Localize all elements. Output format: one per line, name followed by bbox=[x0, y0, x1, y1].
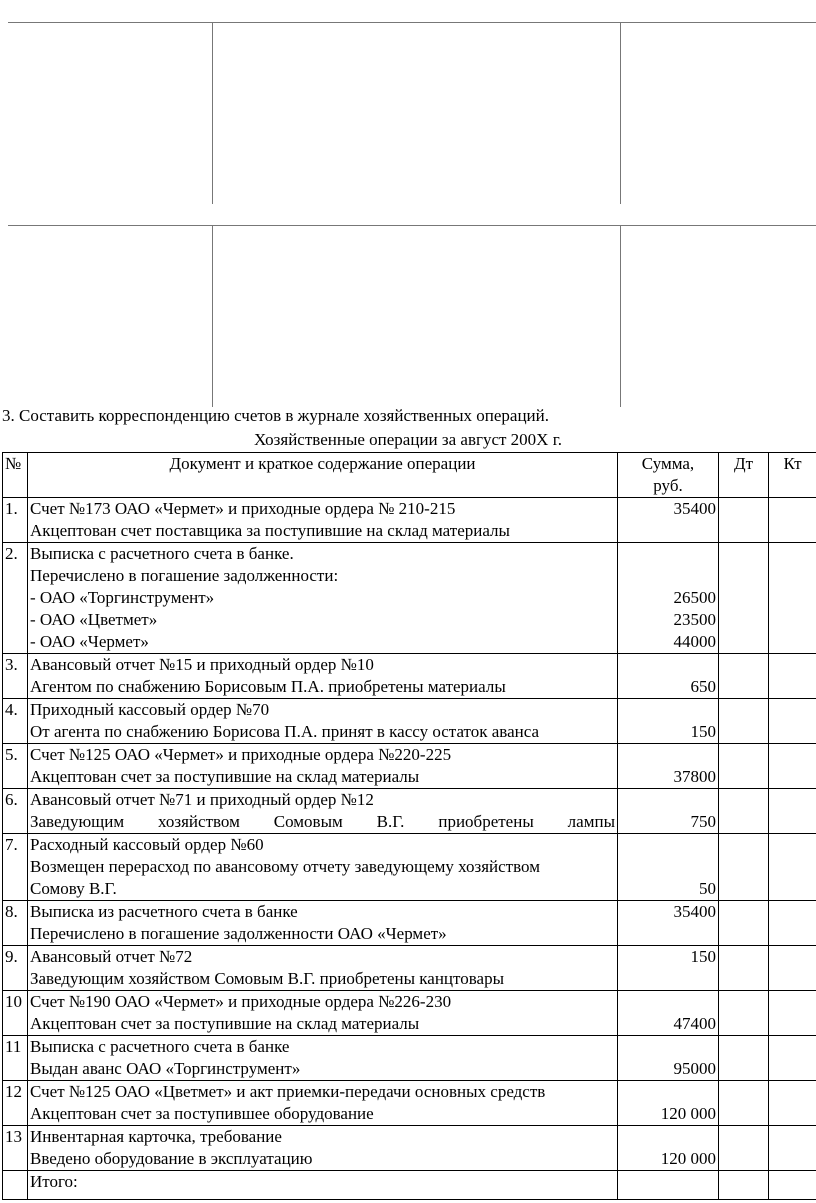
row-amount bbox=[618, 991, 719, 1036]
row-credit-account[interactable] bbox=[769, 834, 816, 901]
row-document bbox=[28, 1081, 618, 1126]
row-document-line: Заведующим хозяйством Сомовым В.Г. приобретены канцтовары bbox=[30, 969, 504, 988]
header-document: Документ и краткое содержание операции bbox=[28, 453, 618, 498]
row-credit-account[interactable] bbox=[769, 901, 816, 946]
row-amount-value bbox=[620, 744, 716, 766]
row-document bbox=[28, 498, 618, 543]
row-amount-value: 95000 bbox=[673, 1059, 716, 1078]
task-heading: 3. Составить корреспонденцию счетов в журнале хозяйственных операций. bbox=[2, 406, 549, 425]
row-document bbox=[28, 901, 618, 946]
row-credit-account[interactable] bbox=[769, 946, 816, 991]
row-document-line: Выдан аванс ОАО «Торгинструмент» bbox=[30, 1059, 301, 1078]
row-debit-account[interactable] bbox=[719, 498, 769, 543]
t-account-top-line-2 bbox=[8, 225, 816, 226]
row-credit-account[interactable] bbox=[769, 498, 816, 543]
row-number: 2. bbox=[3, 543, 28, 654]
table-row bbox=[3, 543, 816, 654]
row-amount-value: 650 bbox=[690, 677, 716, 696]
row-document-line: Счет №125 ОАО «Чермет» и приходные ордера №220-225 bbox=[30, 745, 452, 764]
row-document-line: Агентом по снабжению Борисовым П.А. приобретены материалы bbox=[30, 677, 506, 696]
row-number: 4. bbox=[3, 699, 28, 744]
row-document-line: Перечислено в погашение задолженности: bbox=[30, 566, 339, 585]
row-document-line: Счет №125 ОАО «Цветмет» и акт приемки-передачи основных средств bbox=[30, 1082, 546, 1101]
row-number: 13 bbox=[3, 1126, 28, 1171]
row-number: 5. bbox=[3, 744, 28, 789]
row-number: 3. bbox=[3, 654, 28, 699]
row-amount bbox=[618, 901, 719, 946]
table-row bbox=[3, 744, 816, 789]
row-number: 6. bbox=[3, 789, 28, 834]
row-credit-account[interactable] bbox=[769, 744, 816, 789]
row-amount-value: 23500 bbox=[673, 610, 716, 629]
row-document-line: - ОАО «Чермет» bbox=[30, 632, 149, 651]
row-amount-value bbox=[620, 1081, 716, 1103]
table-row bbox=[3, 901, 816, 946]
total-row bbox=[3, 1171, 816, 1200]
row-amount-value bbox=[620, 699, 716, 721]
row-credit-account[interactable] bbox=[769, 543, 816, 654]
table-row bbox=[3, 946, 816, 991]
row-credit-account[interactable] bbox=[769, 654, 816, 699]
row-document bbox=[28, 654, 618, 699]
row-debit-account[interactable] bbox=[719, 1126, 769, 1171]
header-debit: Дт bbox=[719, 453, 769, 498]
row-amount-value: 37800 bbox=[673, 767, 716, 786]
table-row bbox=[3, 1126, 816, 1171]
row-amount-value bbox=[620, 543, 716, 565]
row-document-line: Акцептован счет за поступившие на склад материалы bbox=[30, 1014, 420, 1033]
row-debit-account[interactable] bbox=[719, 901, 769, 946]
t-account-divider-2a bbox=[212, 225, 213, 407]
row-amount bbox=[618, 834, 719, 901]
header-credit: Кт bbox=[769, 453, 816, 498]
table-row bbox=[3, 498, 816, 543]
row-document-line: Перечислено в погашение задолженности ОАО «Чермет» bbox=[30, 924, 447, 943]
row-document bbox=[28, 834, 618, 901]
table-title: Хозяйственные операции за август 200Х г. bbox=[253, 430, 563, 449]
row-number: 11 bbox=[3, 1036, 28, 1081]
row-amount-value: 150 bbox=[690, 947, 716, 966]
row-amount-value: 35400 bbox=[673, 902, 716, 921]
t-account-top-line-1 bbox=[8, 22, 816, 23]
t-account-divider-1a bbox=[212, 22, 213, 204]
row-document-line: Выписка из расчетного счета в банке bbox=[30, 902, 298, 921]
row-amount-value bbox=[620, 834, 716, 856]
table-row bbox=[3, 699, 816, 744]
row-document-line: Введено оборудование в эксплуатацию bbox=[30, 1149, 313, 1168]
row-amount bbox=[618, 498, 719, 543]
table-row bbox=[3, 1081, 816, 1126]
row-document-line: Акцептован счет поставщика за поступившие на склад материалы bbox=[30, 521, 510, 540]
row-amount-value bbox=[620, 1126, 716, 1148]
row-amount bbox=[618, 1081, 719, 1126]
row-document bbox=[28, 1036, 618, 1081]
row-debit-account[interactable] bbox=[719, 991, 769, 1036]
row-amount-value bbox=[620, 520, 716, 542]
total-debit[interactable] bbox=[719, 1171, 769, 1200]
row-debit-account[interactable] bbox=[719, 789, 769, 834]
row-amount-value: 150 bbox=[690, 722, 716, 741]
row-amount bbox=[618, 1036, 719, 1081]
row-document-line: Возмещен перерасход по авансовому отчету заведующему хозяйством bbox=[30, 857, 540, 876]
row-amount-value: 50 bbox=[699, 879, 716, 898]
total-label: Итого: bbox=[28, 1171, 618, 1200]
row-amount bbox=[618, 543, 719, 654]
row-document-line: Инвентарная карточка, требование bbox=[30, 1127, 282, 1146]
row-debit-account[interactable] bbox=[719, 543, 769, 654]
row-amount-value: 35400 bbox=[673, 499, 716, 518]
total-credit[interactable] bbox=[769, 1171, 816, 1200]
row-amount-value bbox=[620, 856, 716, 878]
table-row bbox=[3, 1036, 816, 1081]
row-document-line: От агента по снабжению Борисова П.А. принят в кассу остаток аванса bbox=[30, 722, 540, 741]
header-number: № bbox=[3, 453, 28, 498]
table-header-row bbox=[3, 453, 816, 498]
header-amount bbox=[618, 453, 719, 498]
row-amount-value bbox=[620, 565, 716, 587]
row-document bbox=[28, 946, 618, 991]
row-document-line: - ОАО «Цветмет» bbox=[30, 610, 158, 629]
total-amount bbox=[618, 1171, 719, 1200]
row-number: 8. bbox=[3, 901, 28, 946]
t-account-divider-1b bbox=[620, 22, 621, 204]
table-row bbox=[3, 654, 816, 699]
row-document-line: Акцептован счет за поступившие на склад материалы bbox=[30, 767, 420, 786]
row-credit-account[interactable] bbox=[769, 789, 816, 834]
total-number-cell bbox=[3, 1171, 28, 1200]
row-amount bbox=[618, 744, 719, 789]
row-debit-account[interactable] bbox=[719, 946, 769, 991]
t-account-divider-2b bbox=[620, 225, 621, 407]
table-row bbox=[3, 789, 816, 834]
row-document bbox=[28, 744, 618, 789]
row-amount-value bbox=[620, 923, 716, 945]
row-amount bbox=[618, 1126, 719, 1171]
row-document-line: Приходный кассовый ордер №70 bbox=[30, 700, 270, 719]
row-document-line: Авансовый отчет №71 и приходный ордер №12 bbox=[30, 790, 374, 809]
row-amount-value bbox=[620, 968, 716, 990]
row-number: 12 bbox=[3, 1081, 28, 1126]
row-number: 1. bbox=[3, 498, 28, 543]
row-document-line: Акцептован счет за поступившее оборудование bbox=[30, 1104, 374, 1123]
row-amount-value bbox=[620, 789, 716, 811]
row-amount-value: 750 bbox=[690, 812, 716, 831]
row-amount bbox=[618, 699, 719, 744]
row-amount-value: 26500 bbox=[673, 588, 716, 607]
header-amount-unit: руб. bbox=[653, 476, 683, 495]
operations-journal-table bbox=[2, 452, 816, 1200]
row-number: 10 bbox=[3, 991, 28, 1036]
row-credit-account[interactable] bbox=[769, 1126, 816, 1171]
row-amount bbox=[618, 946, 719, 991]
row-debit-account[interactable] bbox=[719, 699, 769, 744]
row-amount bbox=[618, 789, 719, 834]
row-document bbox=[28, 699, 618, 744]
row-document-line: Счет №190 ОАО «Чермет» и приходные ордера №226-230 bbox=[30, 992, 452, 1011]
row-document-line: Авансовый отчет №15 и приходный ордер №10 bbox=[30, 655, 374, 674]
row-amount-value: 120 000 bbox=[660, 1104, 716, 1123]
row-credit-account[interactable] bbox=[769, 1036, 816, 1081]
row-credit-account[interactable] bbox=[769, 991, 816, 1036]
row-amount-value: 44000 bbox=[673, 632, 716, 651]
table-row bbox=[3, 834, 816, 901]
row-amount-value bbox=[620, 991, 716, 1013]
table-row bbox=[3, 991, 816, 1036]
row-debit-account[interactable] bbox=[719, 744, 769, 789]
row-document-line: Сомову В.Г. bbox=[30, 879, 117, 898]
row-document-line: Авансовый отчет №72 bbox=[30, 947, 193, 966]
row-debit-account[interactable] bbox=[719, 1036, 769, 1081]
row-debit-account[interactable] bbox=[719, 834, 769, 901]
header-amount-label: Сумма, bbox=[641, 454, 695, 473]
row-document bbox=[28, 543, 618, 654]
row-document-line: Счет №173 ОАО «Чермет» и приходные ордера № 210-215 bbox=[30, 499, 456, 518]
row-amount-value bbox=[620, 654, 716, 676]
row-number: 7. bbox=[3, 834, 28, 901]
operations-body bbox=[3, 498, 816, 1200]
row-document-line: Заведующим хозяйством Сомовым В.Г. приобретены лампы bbox=[30, 812, 615, 831]
row-document-line: Выписка с расчетного счета в банке. bbox=[30, 544, 294, 563]
row-amount bbox=[618, 654, 719, 699]
row-document-line: - ОАО «Торгинструмент» bbox=[30, 588, 215, 607]
row-credit-account[interactable] bbox=[769, 1081, 816, 1126]
row-amount-value bbox=[620, 1036, 716, 1058]
row-credit-account[interactable] bbox=[769, 699, 816, 744]
row-debit-account[interactable] bbox=[719, 654, 769, 699]
row-document bbox=[28, 991, 618, 1036]
row-debit-account[interactable] bbox=[719, 1081, 769, 1126]
row-document-line: Выписка с расчетного счета в банке bbox=[30, 1037, 290, 1056]
row-document-line: Расходный кассовый ордер №60 bbox=[30, 835, 264, 854]
row-document bbox=[28, 1126, 618, 1171]
row-number: 9. bbox=[3, 946, 28, 991]
row-amount-value: 120 000 bbox=[660, 1149, 716, 1168]
row-document bbox=[28, 789, 618, 834]
row-amount-value: 47400 bbox=[673, 1014, 716, 1033]
